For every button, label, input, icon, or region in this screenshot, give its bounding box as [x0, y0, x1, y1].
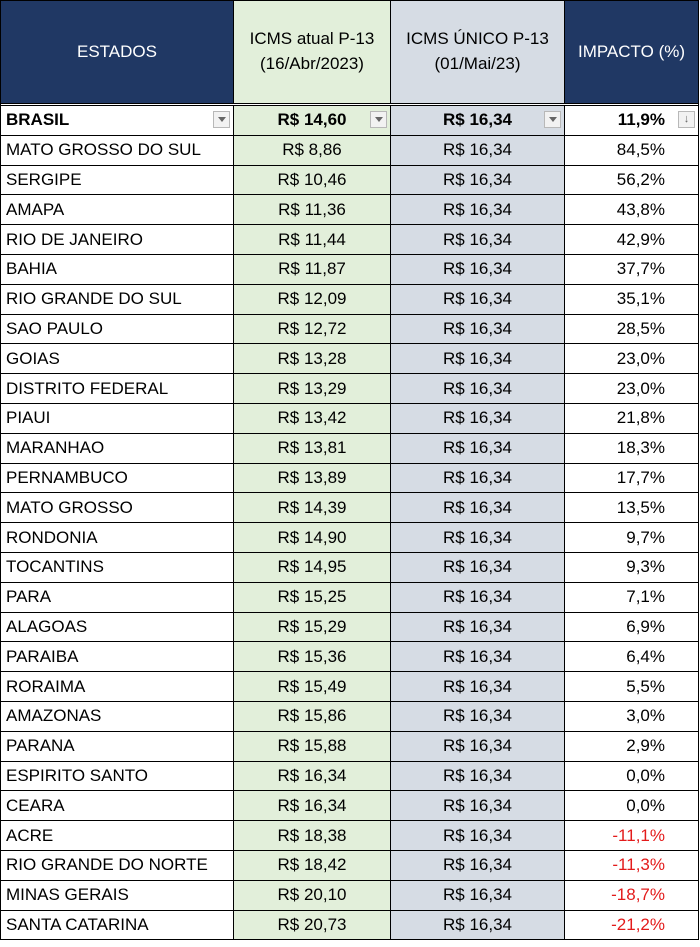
state-name-cell: AMAPA [1, 195, 234, 225]
impacto-cell: -11,1% [565, 821, 699, 851]
table-row [1, 911, 699, 941]
table-row [1, 285, 699, 315]
icms-atual-cell: R$ 18,42 [234, 851, 391, 881]
state-name-cell: RIO DE JANEIRO [1, 225, 234, 255]
impacto-cell: 42,9% [565, 225, 699, 255]
state-name-cell: MATO GROSSO [1, 493, 234, 523]
impacto-cell: -21,2% [565, 911, 699, 941]
state-name-cell: BAHIA [1, 255, 234, 285]
brasil-impacto [565, 106, 699, 136]
chevron-down-icon [218, 117, 226, 122]
icms-unico-cell: R$ 16,34 [391, 672, 565, 702]
brasil-estado [1, 106, 234, 136]
chevron-down-icon [375, 117, 383, 122]
sort-descending-icon[interactable]: ↓ [678, 111, 695, 128]
brasil-estado-text: BRASIL [6, 110, 70, 130]
impacto-cell: 6,4% [565, 642, 699, 672]
icms-atual-cell: R$ 8,86 [234, 136, 391, 166]
impacto-cell: 23,0% [565, 344, 699, 374]
state-name-cell: AMAZONAS [1, 702, 234, 732]
state-name-cell: RORAIMA [1, 672, 234, 702]
state-name-cell: PIAUI [1, 404, 234, 434]
icms-unico-cell: R$ 16,34 [391, 851, 565, 881]
icms-unico-cell: R$ 16,34 [391, 464, 565, 494]
icms-atual-cell: R$ 14,95 [234, 553, 391, 583]
icms-atual-cell: R$ 11,44 [234, 225, 391, 255]
icms-atual-cell: R$ 13,42 [234, 404, 391, 434]
table-row [1, 642, 699, 672]
state-name-cell: ACRE [1, 821, 234, 851]
icms-unico-cell: R$ 16,34 [391, 821, 565, 851]
brasil-impacto-text: 11,9% [617, 110, 665, 130]
header-icms-atual: ICMS atual P-13 (16/Abr/2023) [234, 1, 391, 104]
table-row [1, 464, 699, 494]
brasil-unico-text: R$ 16,34 [443, 110, 512, 130]
table-row [1, 732, 699, 762]
impacto-cell: 23,0% [565, 374, 699, 404]
icms-atual-cell: R$ 14,90 [234, 523, 391, 553]
icms-unico-cell: R$ 16,34 [391, 195, 565, 225]
icms-unico-cell: R$ 16,34 [391, 166, 565, 196]
icms-atual-cell: R$ 10,46 [234, 166, 391, 196]
impacto-cell: 0,0% [565, 762, 699, 792]
icms-atual-cell: R$ 11,87 [234, 255, 391, 285]
icms-unico-cell: R$ 16,34 [391, 285, 565, 315]
chevron-down-icon [549, 117, 557, 122]
icms-unico-cell: R$ 16,34 [391, 553, 565, 583]
icms-unico-cell: R$ 16,34 [391, 523, 565, 553]
state-name-cell: SAO PAULO [1, 315, 234, 345]
filter-dropdown-unico[interactable] [544, 111, 561, 128]
icms-unico-cell: R$ 16,34 [391, 315, 565, 345]
icms-unico-cell: R$ 16,34 [391, 434, 565, 464]
table-row [1, 315, 699, 345]
icms-unico-cell: R$ 16,34 [391, 404, 565, 434]
header-icms-unico: ICMS ÚNICO P-13 (01/Mai/23) [391, 1, 565, 104]
filter-dropdown-atual[interactable] [370, 111, 387, 128]
icms-unico-cell: R$ 16,34 [391, 881, 565, 911]
state-name-cell: RIO GRANDE DO NORTE [1, 851, 234, 881]
state-name-cell: PARAIBA [1, 642, 234, 672]
impacto-cell: 84,5% [565, 136, 699, 166]
icms-atual-cell: R$ 16,34 [234, 762, 391, 792]
icms-atual-cell: R$ 20,10 [234, 881, 391, 911]
icms-unico-cell: R$ 16,34 [391, 255, 565, 285]
brasil-atual [234, 106, 391, 136]
state-name-cell: SERGIPE [1, 166, 234, 196]
table-row [1, 583, 699, 613]
impacto-cell: 6,9% [565, 613, 699, 643]
icms-unico-cell: R$ 16,34 [391, 493, 565, 523]
table-row [1, 255, 699, 285]
icms-atual-cell: R$ 15,86 [234, 702, 391, 732]
impacto-cell: 28,5% [565, 315, 699, 345]
filter-dropdown-estados[interactable] [213, 111, 230, 128]
impacto-cell: 21,8% [565, 404, 699, 434]
impacto-cell: 56,2% [565, 166, 699, 196]
state-name-cell: PARA [1, 583, 234, 613]
state-name-cell: RIO GRANDE DO SUL [1, 285, 234, 315]
icms-unico-cell: R$ 16,34 [391, 613, 565, 643]
brasil-row [1, 106, 699, 136]
icms-unico-cell: R$ 16,34 [391, 791, 565, 821]
brasil-unico [391, 106, 565, 136]
impacto-cell: 9,7% [565, 523, 699, 553]
state-name-cell: RONDONIA [1, 523, 234, 553]
table-row [1, 881, 699, 911]
state-name-cell: ESPIRITO SANTO [1, 762, 234, 792]
icms-atual-cell: R$ 15,49 [234, 672, 391, 702]
icms-unico-cell: R$ 16,34 [391, 911, 565, 941]
icms-atual-cell: R$ 15,88 [234, 732, 391, 762]
icms-atual-cell: R$ 11,36 [234, 195, 391, 225]
state-name-cell: PARANA [1, 732, 234, 762]
impacto-cell: 37,7% [565, 255, 699, 285]
icms-atual-cell: R$ 18,38 [234, 821, 391, 851]
icms-atual-cell: R$ 13,81 [234, 434, 391, 464]
icms-unico-cell: R$ 16,34 [391, 762, 565, 792]
icms-atual-cell: R$ 15,25 [234, 583, 391, 613]
icms-atual-cell: R$ 14,39 [234, 493, 391, 523]
icms-atual-cell: R$ 12,72 [234, 315, 391, 345]
state-name-cell: TOCANTINS [1, 553, 234, 583]
impacto-cell: 9,3% [565, 553, 699, 583]
icms-atual-cell: R$ 13,29 [234, 374, 391, 404]
impacto-cell: 17,7% [565, 464, 699, 494]
icms-atual-cell: R$ 15,36 [234, 642, 391, 672]
icms-unico-cell: R$ 16,34 [391, 225, 565, 255]
brasil-atual-text: R$ 14,60 [277, 110, 347, 130]
state-name-cell: DISTRITO FEDERAL [1, 374, 234, 404]
table-row [1, 821, 699, 851]
header-row [1, 1, 699, 104]
state-name-cell: ALAGOAS [1, 613, 234, 643]
state-name-cell: PERNAMBUCO [1, 464, 234, 494]
icms-atual-cell: R$ 15,29 [234, 613, 391, 643]
table-row [1, 762, 699, 792]
icms-unico-cell: R$ 16,34 [391, 642, 565, 672]
impacto-cell: 3,0% [565, 702, 699, 732]
table-row [1, 553, 699, 583]
table-row [1, 672, 699, 702]
icms-unico-cell: R$ 16,34 [391, 583, 565, 613]
table-row [1, 851, 699, 881]
state-name-cell: MATO GROSSO DO SUL [1, 136, 234, 166]
table-row [1, 791, 699, 821]
icms-unico-cell: R$ 16,34 [391, 374, 565, 404]
table-row [1, 195, 699, 225]
icms-atual-cell: R$ 13,28 [234, 344, 391, 374]
table-row [1, 166, 699, 196]
impacto-cell: -18,7% [565, 881, 699, 911]
impacto-cell: 5,5% [565, 672, 699, 702]
table-row [1, 225, 699, 255]
impacto-cell: 0,0% [565, 791, 699, 821]
icms-unico-cell: R$ 16,34 [391, 732, 565, 762]
impacto-cell: 13,5% [565, 493, 699, 523]
table-row [1, 613, 699, 643]
icms-unico-cell: R$ 16,34 [391, 136, 565, 166]
impacto-cell: 18,3% [565, 434, 699, 464]
table-row [1, 493, 699, 523]
icms-atual-cell: R$ 20,73 [234, 911, 391, 941]
table-row [1, 702, 699, 732]
table-row [1, 404, 699, 434]
table-row [1, 344, 699, 374]
impacto-cell: 7,1% [565, 583, 699, 613]
state-name-cell: GOIAS [1, 344, 234, 374]
icms-atual-cell: R$ 16,34 [234, 791, 391, 821]
impacto-cell: 43,8% [565, 195, 699, 225]
state-name-cell: MINAS GERAIS [1, 881, 234, 911]
table-row [1, 434, 699, 464]
table-row [1, 523, 699, 553]
icms-unico-cell: R$ 16,34 [391, 344, 565, 374]
impacto-cell: -11,3% [565, 851, 699, 881]
state-name-cell: SANTA CATARINA [1, 911, 234, 941]
table-row [1, 374, 699, 404]
header-impacto: IMPACTO (%) [565, 1, 699, 104]
state-rows [1, 136, 699, 941]
state-name-cell: MARANHAO [1, 434, 234, 464]
impacto-cell: 2,9% [565, 732, 699, 762]
impacto-cell: 35,1% [565, 285, 699, 315]
state-name-cell: CEARA [1, 791, 234, 821]
icms-unico-cell: R$ 16,34 [391, 702, 565, 732]
icms-atual-cell: R$ 13,89 [234, 464, 391, 494]
table-row [1, 136, 699, 166]
header-estados: ESTADOS [1, 1, 234, 104]
icms-atual-cell: R$ 12,09 [234, 285, 391, 315]
